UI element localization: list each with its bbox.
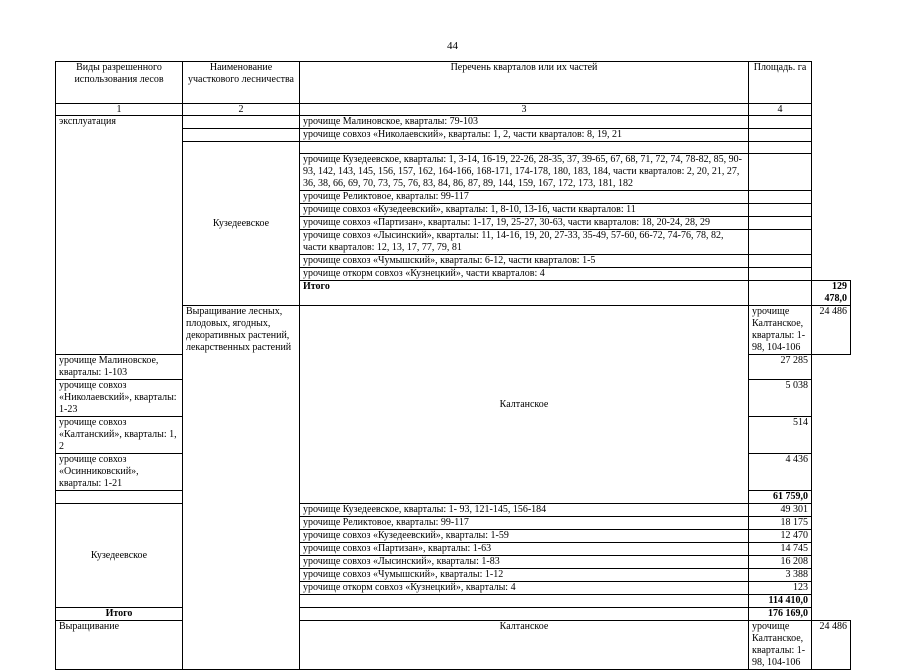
header-quarters: Перечень кварталов или их частей [300,62,749,104]
quarters-cell: урочище совхоз «Партизан», кварталы: 1-17, 19, 25-27, 30-63, части кварталов: 18, 20-24, 28, 29 [300,217,749,230]
quarters-cell: урочище Малиновское, кварталы: 1-103 [56,355,183,380]
forestry-cell: Калтанское [300,621,749,670]
quarters-cell: урочище совхоз «Осинниковский», кварталы: 1-21 [56,454,183,491]
area-cell: 123 [749,582,812,595]
forestry-cell [183,129,300,142]
area-cell [749,204,812,217]
quarters-cell: урочище Кузедеевское, кварталы: 1, 3-14, 16-19, 22-26, 28-35, 37, 39-65, 67, 68, 71, 72, 74, 78-82, 85, 90-93, 142, 143, 145, 156, 157, 162, 164-166, 168-171, 174-178, 180, 183, 184, части кварталов: 2, 20, 21, 27, 36, 38, 66, 69, 70, 73, 75, 76, 83, 84, 86, 87, 89, 144, 159, 167, 172, 173, 181, 182 [300,154,749,191]
subtotal-value: 61 759,0 [749,491,812,504]
area-cell [749,255,812,268]
header-row [56,62,851,104]
area-cell: 4 436 [749,454,812,491]
quarters-cell: урочище совхоз «Партизан», кварталы: 1-63 [300,543,749,556]
area-cell: 12 470 [749,530,812,543]
quarters-cell: урочище совхоз «Николаевский», кварталы: 1-23 [56,380,183,417]
table-row [56,621,851,670]
quarters-cell: урочище Реликтовое, кварталы: 99-117 [300,191,749,204]
quarters-cell: урочище откорм совхоз «Кузнецкий», части кварталов: 4 [300,268,749,281]
col-number: 1 [56,104,183,116]
col-number: 4 [749,104,812,116]
use-type-cell: Выращивание лесных, плодовых, ягодных, декоративных растений, лекарственных растений [183,306,300,670]
quarters-cell: урочище Малиновское, кварталы: 79-103 [300,116,749,129]
forestry-cell [183,116,300,129]
area-cell [749,154,812,191]
quarters-cell: урочище Кузедеевское, кварталы: 1- 93, 121-145, 156-184 [300,504,749,517]
header-forestry: Наименование участкового лесничества [183,62,300,104]
col-number: 3 [300,104,749,116]
area-cell: 24 486 [812,621,851,670]
quarters-cell [300,142,749,154]
forestry-cell: Калтанское [300,306,749,504]
forestry-cell: Кузедеевское [56,504,183,608]
quarters-cell: урочище совхоз «Калтанский», кварталы: 1, 2 [56,417,183,454]
area-cell [749,129,812,142]
area-cell: 5 038 [749,380,812,417]
quarters-cell: урочище совхоз «Чумышский», кварталы: 1-12 [300,569,749,582]
forest-use-table [55,61,851,670]
quarters-cell: урочище совхоз «Николаевский», кварталы: 1, 2, части кварталов: 8, 19, 21 [300,129,749,142]
header-use-type: Виды разрешенного использования лесов [56,62,183,104]
area-cell [749,191,812,204]
table-row [56,116,851,129]
area-cell: 18 175 [749,517,812,530]
forestry-cell: Кузедеевское [183,142,300,306]
area-cell: 27 285 [749,355,812,380]
quarters-cell [749,281,812,306]
quarters-cell: урочище совхоз «Чумышский», кварталы: 6-12, части кварталов: 1-5 [300,255,749,268]
area-cell: 3 388 [749,569,812,582]
area-cell [749,268,812,281]
use-type-cell: эксплуатация [56,116,183,355]
column-number-row [56,104,851,116]
total-value: 129 478,0 [812,281,851,306]
quarters-cell: урочище совхоз «Кузедеевский», кварталы: 1, 8-10, 13-16, части кварталов: 11 [300,204,749,217]
quarters-cell [56,491,183,504]
area-cell: 49 301 [749,504,812,517]
area-cell: 14 745 [749,543,812,556]
quarters-cell: урочище Реликтовое, кварталы: 99-117 [300,517,749,530]
quarters-cell: урочище совхоз «Кузедеевский», кварталы: 1-59 [300,530,749,543]
area-cell [749,230,812,255]
area-cell: 514 [749,417,812,454]
area-cell: 24 486 [812,306,851,355]
header-area: Площадь. га [749,62,812,104]
quarters-cell: урочище Калтанское, кварталы: 1-98, 104-106 [749,306,812,355]
quarters-cell: урочище совхоз «Лысинский», кварталы: 11, 14-16, 19, 20, 27-33, 35-49, 57-60, 66-72, 74-76, 78, 82, части кварталов: 12, 13, 17, 77, 79, 81 [300,230,749,255]
total-row [56,608,851,621]
total-label: Итого [56,608,183,621]
area-cell [749,142,812,154]
table-row [56,504,851,517]
quarters-cell: урочище Калтанское, кварталы: 1-98, 104-106 [749,621,812,670]
total-value: 176 169,0 [749,608,812,621]
col-number: 2 [183,104,300,116]
quarters-cell [300,608,749,621]
use-type-cell: Выращивание [56,621,183,670]
area-cell [749,217,812,230]
area-cell: 16 208 [749,556,812,569]
area-cell [749,116,812,129]
quarters-cell: урочище совхоз «Лысинский», кварталы: 1-83 [300,556,749,569]
subtotal-value: 114 410,0 [749,595,812,608]
total-label: Итого [300,281,749,306]
quarters-cell: урочище откорм совхоз «Кузнецкий», кварталы: 4 [300,582,749,595]
page-number: 44 [447,40,458,52]
quarters-cell [300,595,749,608]
